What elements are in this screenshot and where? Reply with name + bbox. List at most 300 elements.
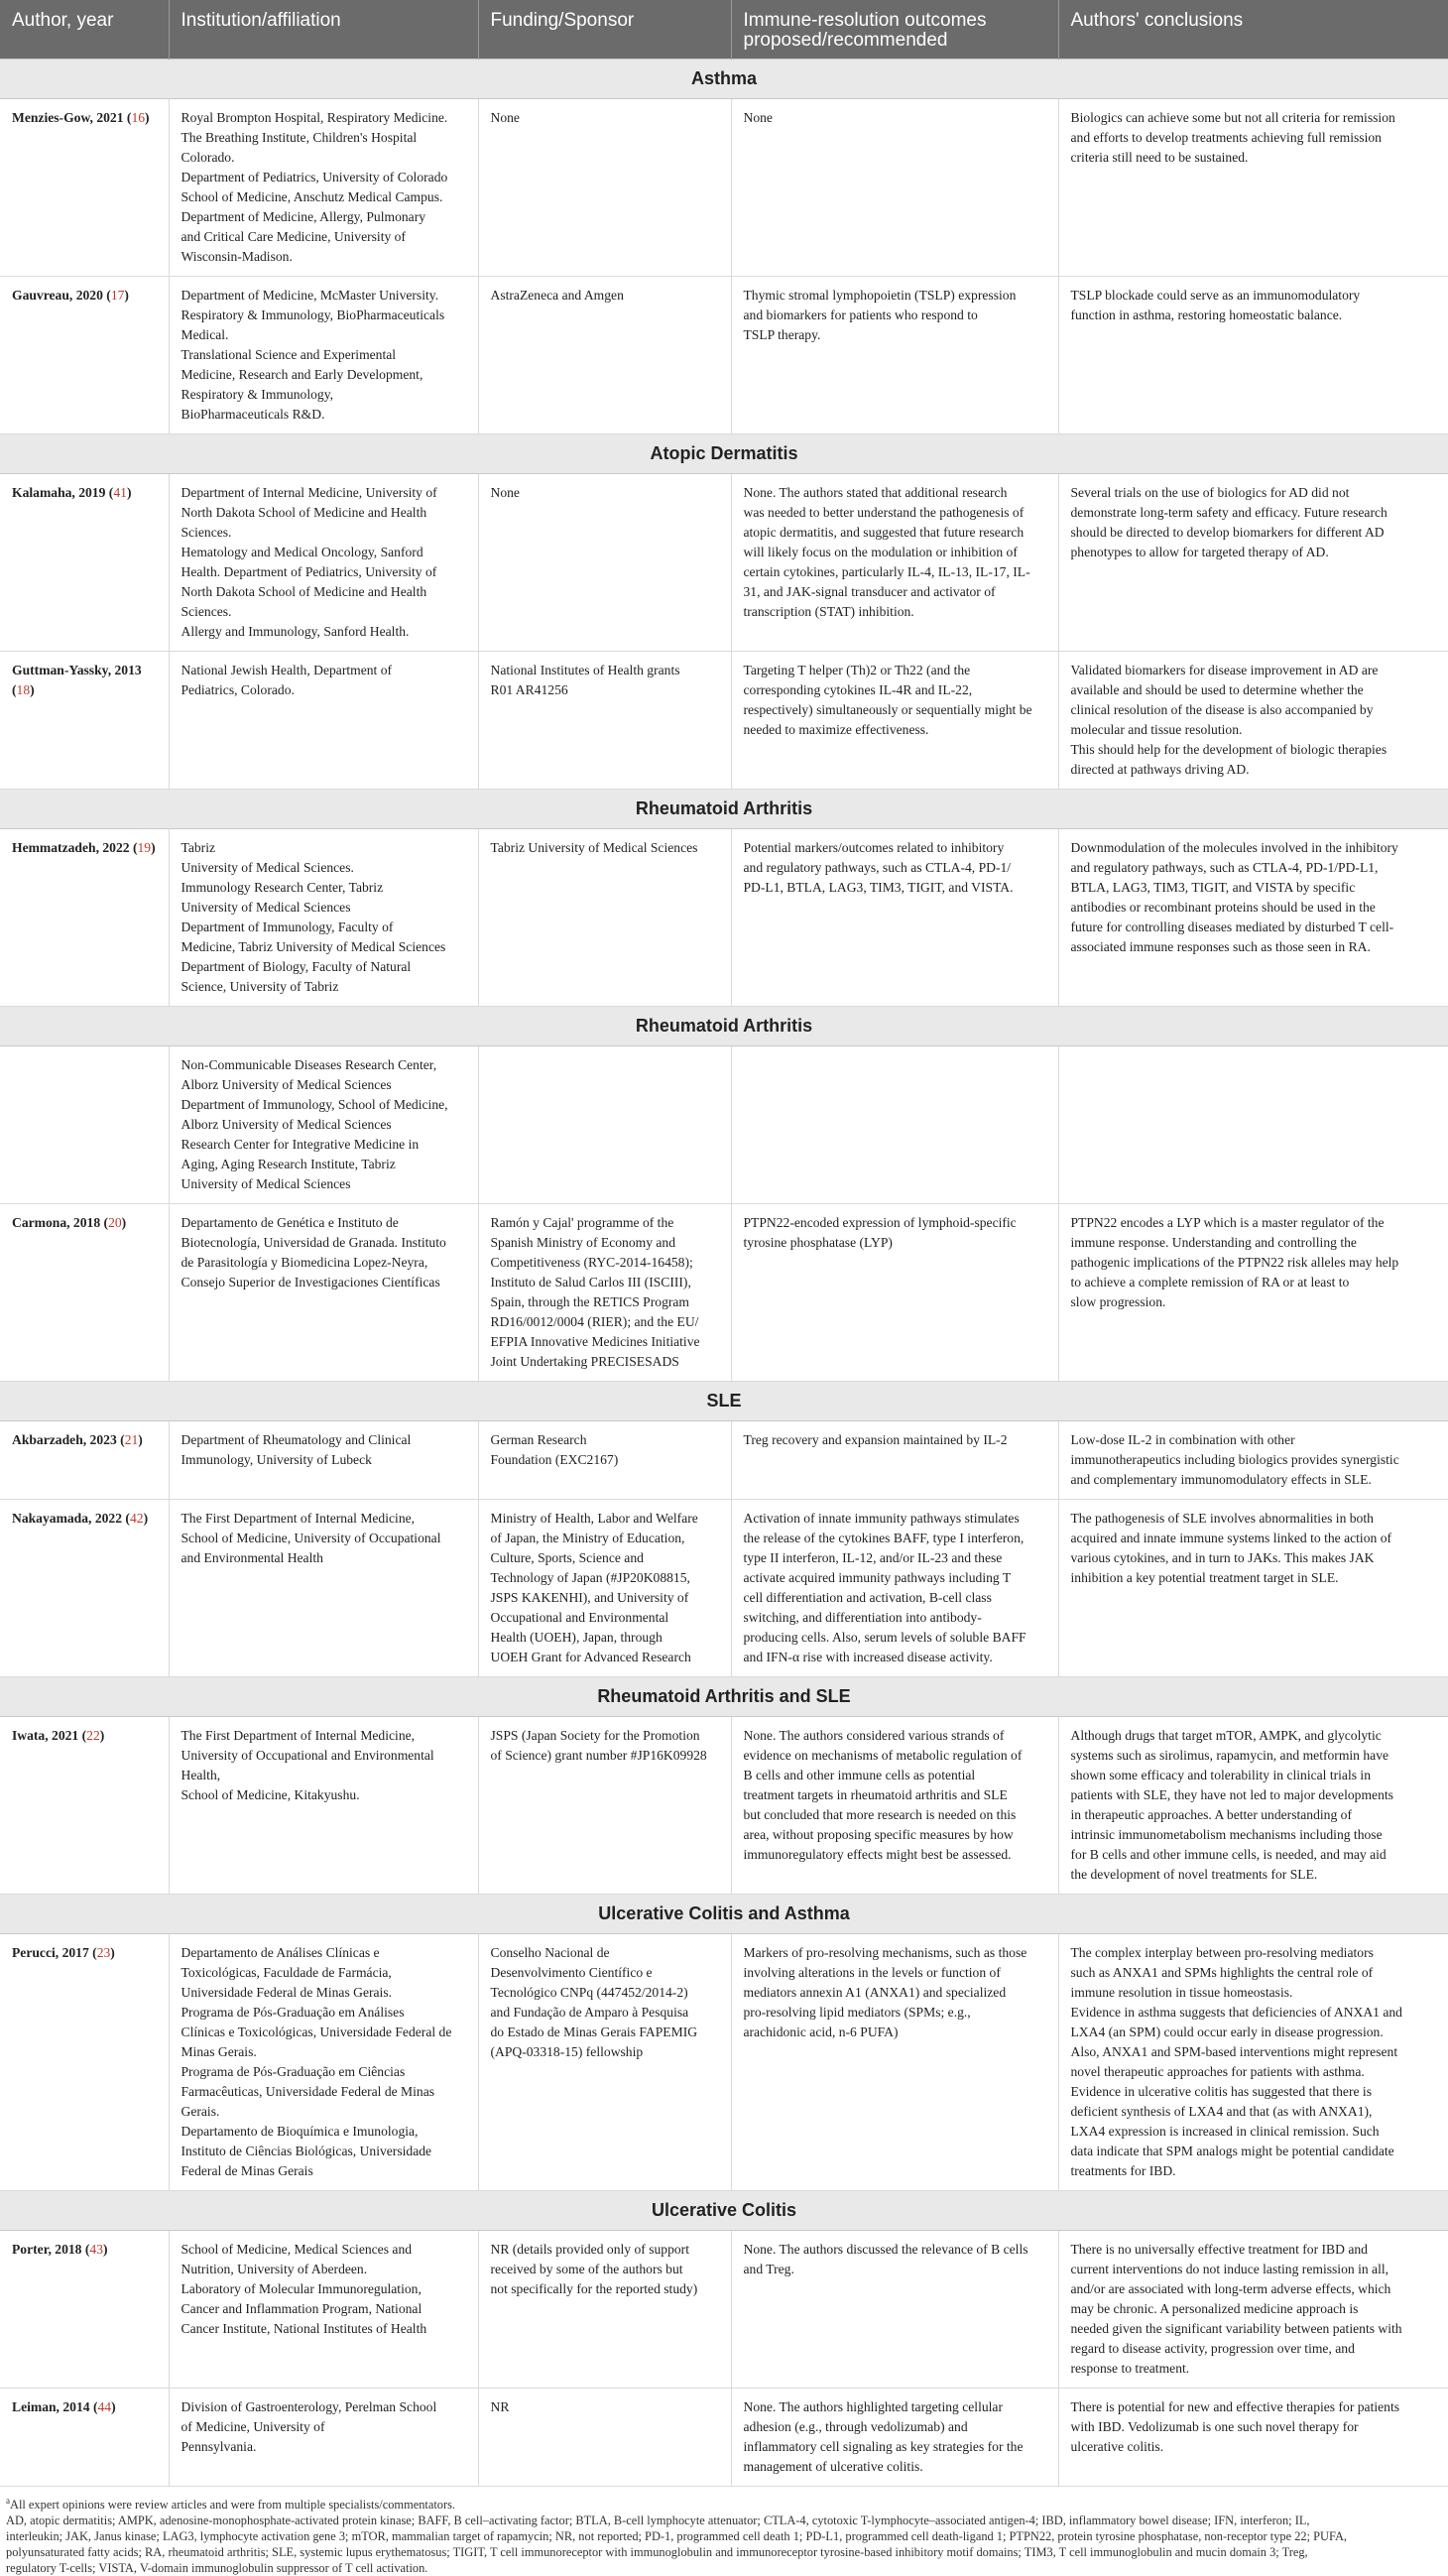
text-line: Universidade Federal de Minas Gerais. [181, 1985, 393, 2000]
text-line: EFPIA Innovative Medicines Initiative [490, 1334, 700, 1349]
text-line: Spanish Ministry of Economy and [490, 1235, 676, 1250]
text-line: Desenvolvimento Científico e [490, 1965, 653, 1980]
text-line: Cancer Institute, National Institutes of Health [181, 2321, 427, 2336]
outcomes-cell [731, 652, 1058, 790]
text-line: BioPharmaceuticals R&D. [181, 407, 325, 422]
institution-cell [169, 2389, 478, 2487]
text-line: ulcerative colitis. [1070, 2439, 1164, 2454]
text-line: the release of the cytokines BAFF, type I interferon, [743, 1531, 1025, 1545]
header-conclusions: Authors' conclusions [1058, 0, 1448, 60]
table-row [0, 1934, 1448, 2191]
header-author: Author, year [0, 0, 169, 60]
text-line: future for controlling diseases mediated by disturbed T cell- [1070, 920, 1394, 934]
text-line: Tabriz University of Medical Sciences [490, 840, 698, 855]
text-line: and Critical Care Medicine, University of [181, 229, 406, 244]
conclusions-cell [1058, 1717, 1448, 1895]
table-row [0, 277, 1448, 434]
text-line: treatments for IBD. [1070, 2163, 1176, 2178]
text-line: of Science) grant number #JP16K09928 [490, 1748, 707, 1763]
text-line: Foundation (EXC2167) [490, 1452, 619, 1467]
author-cell: Kalamaha, 2019 (41) [0, 474, 169, 652]
text-line: evidence on mechanisms of metabolic regulation of [743, 1748, 1023, 1763]
text-line: cell differentiation and activation, B-cell class [743, 1590, 992, 1605]
section-rheumatoid-arthritis: Rheumatoid Arthritis [0, 790, 1448, 829]
text-line: Respiratory & Immunology, BioPharmaceuticals [181, 307, 445, 322]
author-cell: Carmona, 2018 (20) [0, 1204, 169, 1382]
text-line: criteria still need to be sustained. [1070, 150, 1249, 165]
text-line: PTPN22 encodes a LYP which is a master regulator of the [1070, 1215, 1385, 1230]
text-line: pro-resolving lipid mediators (SPMs; e.g., [743, 2005, 971, 2020]
text-line: NR (details provided only of support [490, 2242, 689, 2257]
text-line: The complex interplay between pro-resolving mediators [1070, 1945, 1374, 1960]
reference-link[interactable]: 18 [16, 682, 31, 697]
text-line: and Fundação de Amparo à Pesquisa [490, 2005, 689, 2020]
text-line: Culture, Sports, Science and [490, 1550, 644, 1565]
text-line: Thymic stromal lymphopoietin (TSLP) expression [743, 288, 1017, 303]
text-line: such as ANXA1 and SPMs highlights the central role of [1070, 1965, 1374, 1980]
text-line: molecular and tissue resolution. [1070, 722, 1243, 737]
text-line: JSPS (Japan Society for the Promotion [490, 1728, 700, 1743]
text-line: There is no universally effective treatment for IBD and [1070, 2242, 1368, 2257]
funding-cell [478, 1046, 731, 1204]
funding-cell [478, 652, 731, 790]
text-line: Instituto de Ciências Biológicas, Universidade [181, 2144, 432, 2158]
text-line: National Institutes of Health grants [490, 663, 680, 677]
table-row [0, 1046, 1448, 1204]
text-line: systems such as sirolimus, rapamycin, and metformin have [1070, 1748, 1389, 1763]
table-row [0, 1421, 1448, 1500]
text-line: clinical resolution of the disease is also accompanied by [1070, 702, 1374, 717]
section-atopic-dermatitis: Atopic Dermatitis [0, 434, 1448, 474]
outcomes-cell [731, 1934, 1058, 2191]
outcomes-cell [731, 99, 1058, 277]
text-line: antibodies or recombinant proteins should be used in the [1070, 900, 1376, 915]
author-cell: Nakayamada, 2022 (42) [0, 1500, 169, 1677]
text-line: and Treg. [743, 2262, 794, 2276]
header-outcomes: Immune-resolution outcomes proposed/recommended [731, 0, 1058, 60]
text-line: mediators annexin A1 (ANXA1) and specialized [743, 1985, 1007, 2000]
author-cell [0, 1046, 169, 1204]
text-line: transcription (STAT) inhibition. [743, 604, 914, 619]
author-cell: Porter, 2018 (43) [0, 2231, 169, 2389]
text-line: Programa de Pós-Graduação em Análises [181, 2005, 405, 2020]
text-line: may be chronic. A personalized medicine approach is [1070, 2301, 1359, 2316]
text-line: Evidence in asthma suggests that deficiencies of ANXA1 and [1070, 2005, 1402, 2020]
text-line: Immunology, University of Lubeck [181, 1452, 372, 1467]
outcomes-cell [731, 474, 1058, 652]
text-line: Although drugs that target mTOR, AMPK, and glycolytic [1070, 1728, 1382, 1743]
text-line: slow progression. [1070, 1294, 1166, 1309]
text-line: North Dakota School of Medicine and Health [181, 505, 427, 520]
section-row [0, 1007, 1448, 1046]
text-line: Medicine, Tabriz University of Medical Sciences [181, 939, 446, 954]
section-row [0, 60, 1448, 99]
text-line: Spain, through the RETICS Program [490, 1294, 689, 1309]
section-row [0, 2191, 1448, 2231]
text-line: Ministry of Health, Labor and Welfare [490, 1511, 698, 1526]
text-line: This should help for the development of biologic therapies [1070, 742, 1388, 757]
text-line: with IBD. Vedolizumab is one such novel therapy for [1070, 2419, 1359, 2434]
funding-cell [478, 829, 731, 1007]
text-line: Biotecnología, Universidad de Granada. Instituto [181, 1235, 446, 1250]
text-line: producing cells. Also, serum levels of soluble BAFF [743, 1630, 1026, 1645]
text-line: treatment targets in rheumatoid arthritis and SLE [743, 1787, 1008, 1802]
reference-link[interactable]: 21 [124, 1432, 139, 1447]
section-row [0, 1677, 1448, 1717]
text-line: inflammatory cell signaling as key strategies for the [743, 2439, 1024, 2454]
institution-cell [169, 1204, 478, 1382]
institution-cell [169, 652, 478, 790]
outcomes-cell [731, 2389, 1058, 2487]
text-line: available and should be used to determine whether the [1070, 682, 1364, 697]
section-sle: SLE [0, 1382, 1448, 1421]
section-row [0, 1895, 1448, 1934]
text-line: The pathogenesis of SLE involves abnormalities in both [1070, 1511, 1374, 1526]
text-line: Pennsylvania. [181, 2439, 257, 2454]
text-line: Joint Undertaking PRECISESADS [490, 1354, 679, 1369]
text-line: Federal de Minas Gerais [181, 2163, 313, 2178]
text-line: Translational Science and Experimental [181, 347, 397, 362]
reference-link[interactable]: 23 [96, 1945, 111, 1960]
text-line: AD, atopic dermatitis; AMPK, adenosine-monophosphate-activated protein kinase; BAFF, B cell–activating factor; BTLA, B-cell lymphocyte attenuator; CTLA-4, cytotoxic T-lymphocyte–associated antigen-4; IBD, inflammatory bowel disease; IFN, interferon; IL, [6, 2514, 1310, 2528]
text-line: switching, and differentiation into antibody- [743, 1610, 982, 1625]
conclusions-cell [1058, 1934, 1448, 2191]
text-line: The First Department of Internal Medicine, [181, 1511, 416, 1526]
text-line: respectively) simultaneously or sequentially might be [743, 702, 1032, 717]
funding-cell [478, 99, 731, 277]
text-line: University of Medical Sciences [181, 1176, 351, 1191]
text-line: 31, and JAK-signal transducer and activator of [743, 584, 996, 599]
text-line: needed given the significant variability between patients with [1070, 2321, 1402, 2336]
text-line: B cells and other immune cells as potential [743, 1768, 976, 1782]
text-line: Royal Brompton Hospital, Respiratory Medicine. [181, 110, 448, 125]
reference-link[interactable]: 17 [110, 288, 125, 303]
text-line: Health. Department of Pediatrics, University of [181, 564, 437, 579]
table-row [0, 2389, 1448, 2487]
section-ulcerative-colitis: Ulcerative Colitis [0, 2191, 1448, 2231]
reference-link[interactable]: 43 [89, 2242, 103, 2257]
text-line: inhibition a key potential treatment target in SLE. [1070, 1570, 1339, 1585]
funding-cell [478, 1421, 731, 1500]
text-line: management of ulcerative colitis. [743, 2459, 923, 2474]
institution-cell [169, 1421, 478, 1500]
conclusions-cell [1058, 277, 1448, 434]
text-line: immunotherapeutics including biologics provides synergistic [1070, 1452, 1399, 1467]
author-cell: Menzies-Gow, 2021 (16) [0, 99, 169, 277]
text-line: Treg recovery and expansion maintained by IL-2 [743, 1432, 1008, 1447]
text-line: demonstrate long-term safety and efficacy. Future research [1070, 505, 1388, 520]
text-line: TSLP therapy. [743, 327, 821, 342]
text-line: Conselho Nacional de [490, 1945, 610, 1960]
text-line: Non-Communicable Diseases Research Center, [181, 1057, 437, 1072]
text-line: UOEH Grant for Advanced Research [490, 1650, 691, 1664]
text-line: Aging, Aging Research Institute, Tabriz [181, 1157, 396, 1171]
text-line: None [490, 485, 520, 500]
text-line: immune resolution in tissue homeostasis. [1070, 1985, 1293, 2000]
text-line: The First Department of Internal Medicine, [181, 1728, 416, 1743]
section-row [0, 434, 1448, 474]
text-line: intrinsic immunometabolism mechanisms including those [1070, 1827, 1383, 1842]
text-line: National Jewish Health, Department of [181, 663, 393, 677]
outcomes-cell [731, 1500, 1058, 1677]
outcomes-cell [731, 829, 1058, 1007]
text-line: and regulatory pathways, such as CTLA-4, PD-1/PD-L1, [1070, 860, 1379, 875]
text-line: was needed to better understand the pathogenesis of [743, 505, 1025, 520]
outcomes-cell [731, 1204, 1058, 1382]
table-header-row [0, 0, 1448, 60]
text-line: German Research [490, 1432, 587, 1447]
text-line: adhesion (e.g., through vedolizumab) and [743, 2419, 968, 2434]
text-line: Ramón y Cajal' programme of the [490, 1215, 674, 1230]
footnote-marker: a [6, 2496, 10, 2506]
text-line: Alborz University of Medical Sciences [181, 1117, 392, 1132]
conclusions-cell [1058, 2231, 1448, 2389]
text-line: Department of Rheumatology and Clinical [181, 1432, 412, 1447]
table-row [0, 1500, 1448, 1677]
text-line: Also, ANXA1 and SPM-based interventions might represent [1070, 2044, 1398, 2059]
text-line: of Medicine, University of [181, 2419, 325, 2434]
text-line: immunoregulatory effects might best be assessed. [743, 1847, 1012, 1862]
text-line: Health (UOEH), Japan, through [490, 1630, 663, 1645]
author-cell: Iwata, 2021 (22) [0, 1717, 169, 1895]
text-line: do Estado de Minas Gerais FAPEMIG [490, 2024, 698, 2039]
text-line: for B cells and other immune cells, is needed, and may aid [1070, 1847, 1387, 1862]
funding-cell [478, 2389, 731, 2487]
funding-cell [478, 1204, 731, 1382]
text-line: None. The authors highlighted targeting cellular [743, 2399, 1003, 2414]
footnote-note: $^a$All expert opinions were review articles and were from multiple specialists/commentators. [6, 2496, 456, 2513]
text-line: in therapeutic approaches. A better understanding of [1070, 1807, 1352, 1822]
text-line: and IFN-α rise with increased disease activity. [743, 1650, 993, 1664]
text-line: Respiratory & Immunology, [181, 387, 334, 402]
text-line: Tecnológico CNPq (447452/2014-2) [490, 1985, 688, 2000]
reference-link[interactable]: 20 [108, 1215, 122, 1230]
text-line: activate acquired immunity pathways including T [743, 1570, 1012, 1585]
funding-cell [478, 2231, 731, 2389]
text-line: interleukin; JAK, Janus kinase; LAG3, lymphocyte activation gene 3; mTOR, mammalian target of rapamycin; NR, not reported; PD-1, programmed cell death 1; PD-L1, programmed cell death-ligand 1; PTPN22, protein tyrosine phosphatase, non-receptor type 22; PUFA, [6, 2529, 1347, 2544]
text-line: immune response. Understanding and controlling the [1070, 1235, 1357, 1250]
text-line: Toxicológicas, Faculdade de Farmácia, [181, 1965, 392, 1980]
conclusions-cell [1058, 652, 1448, 790]
section-row [0, 1382, 1448, 1421]
author-cell: Gauvreau, 2020 (17) [0, 277, 169, 434]
text-line: None. The authors considered various strands of [743, 1728, 1005, 1743]
text-line: University of Medical Sciences [181, 900, 351, 915]
table-row [0, 829, 1448, 1007]
text-line: regard to disease activity, progression over time, and [1070, 2341, 1355, 2356]
text-line: There is potential for new and effective therapies for patients [1070, 2399, 1400, 2414]
conclusions-cell [1058, 2389, 1448, 2487]
text-line: and biomarkers for patients who respond to [743, 307, 978, 322]
text-line: various cytokines, and in turn to JAKs. This makes JAK [1070, 1550, 1375, 1565]
text-line: Immunology Research Center, Tabriz [181, 880, 384, 895]
text-line: Minas Gerais. [181, 2044, 257, 2059]
footnote-abbreviations [6, 2513, 1440, 2576]
text-line: and Environmental Health [181, 1550, 323, 1565]
text-line: involving alterations in the levels or function of [743, 1965, 1001, 1980]
text-line: current interventions do not induce lasting remission in all, [1070, 2262, 1389, 2276]
conclusions-cell [1058, 829, 1448, 1007]
text-line: acquired and innate immune systems linked to the action of [1070, 1531, 1392, 1545]
text-line: not specifically for the reported study) [490, 2281, 698, 2296]
text-line: R01 AR41256 [490, 682, 568, 697]
text-line: should be directed to develop biomarkers for different AD [1070, 525, 1385, 540]
reference-link[interactable]: 42 [129, 1511, 144, 1526]
text-line: Department of Medicine, McMaster University. [181, 288, 439, 303]
text-line: Colorado. [181, 150, 235, 165]
text-line: Cancer and Inflammation Program, National [181, 2301, 422, 2316]
text-line: Sciences. [181, 525, 232, 540]
text-line: the development of novel treatments for SLE. [1070, 1867, 1318, 1882]
text-line: Health, [181, 1768, 221, 1782]
text-line: de Parasitología y Biomedicina Lopez-Neyra, [181, 1255, 428, 1270]
author-cell: Hemmatzadeh, 2022 (19) [0, 829, 169, 1007]
table-row [0, 2231, 1448, 2389]
text-line: None [743, 110, 773, 125]
text-line: Science, University of Tabriz [181, 979, 339, 994]
text-line: Medical. [181, 327, 229, 342]
text-line: certain cytokines, particularly IL-4, IL-13, IL-17, IL- [743, 564, 1030, 579]
institution-cell [169, 1046, 478, 1204]
header-funding: Funding/Sponsor [478, 0, 731, 60]
text-line: to achieve a complete remission of RA or at least to [1070, 1275, 1350, 1289]
text-line: Low-dose IL-2 in combination with other [1070, 1432, 1295, 1447]
text-line: Clínicas e Toxicológicas, Universidade Federal de [181, 2024, 452, 2039]
text-line: atopic dermatitis, and suggested that future research [743, 525, 1025, 540]
table-row [0, 99, 1448, 277]
text-line: School of Medicine, Anschutz Medical Campus. [181, 189, 443, 204]
text-line: Division of Gastroenterology, Perelman School [181, 2399, 437, 2414]
text-line: Sciences. [181, 604, 232, 619]
text-line: and/or are associated with long-term adverse effects, which [1070, 2281, 1391, 2296]
text-line: regulatory T-cells; VISTA, V-domain immunoglobulin suppressor of T cell activation. [6, 2561, 428, 2576]
text-line: JSPS KAKENHI), and University of [490, 1590, 689, 1605]
text-line: NR [490, 2399, 510, 2414]
text-line: needed to maximize effectiveness. [743, 722, 929, 737]
section-asthma: Asthma [0, 60, 1448, 99]
table-row [0, 474, 1448, 652]
text-line: LXA4 (an SPM) could occur early in disease progression. [1070, 2024, 1384, 2039]
text-line: Departamento de Análises Clínicas e [181, 1945, 380, 1960]
outcomes-cell [731, 2231, 1058, 2389]
section-row [0, 790, 1448, 829]
text-line: Medicine, Research and Early Development, [181, 367, 423, 382]
text-line: and complementary immunomodulatory effects in SLE. [1070, 1472, 1372, 1487]
funding-cell [478, 1717, 731, 1895]
conclusions-cell [1058, 1204, 1448, 1382]
section-uc-and-asthma: Ulcerative Colitis and Asthma [0, 1895, 1448, 1934]
conclusions-cell [1058, 1046, 1448, 1204]
text-line: Evidence in ulcerative colitis has suggested that there is [1070, 2084, 1372, 2099]
text-line: and regulatory pathways, such as CTLA-4, PD-1/ [743, 860, 1012, 875]
text-line: Farmacêuticas, Universidade Federal de Minas [181, 2084, 435, 2099]
text-line: Departamento de Bioquímica e Imunologia, [181, 2124, 419, 2139]
text-line: and efforts to develop treatments achieving full remission [1070, 130, 1382, 145]
institution-cell [169, 99, 478, 277]
text-line: Tabriz [181, 840, 216, 855]
text-line: Gerais. [181, 2104, 220, 2119]
text-line: PTPN22-encoded expression of lymphoid-specific [743, 1215, 1017, 1230]
text-line: TSLP blockade could serve as an immunomodulatory [1070, 288, 1361, 303]
text-line: shown some efficacy and tolerability in clinical trials in [1070, 1768, 1372, 1782]
text-line: Validated biomarkers for disease improvement in AD are [1070, 663, 1379, 677]
text-line: None [490, 110, 520, 125]
outcomes-cell [731, 277, 1058, 434]
text-line: Potential markers/outcomes related to inhibitory [743, 840, 1005, 855]
reference-link[interactable]: 41 [113, 485, 127, 500]
text-line: Activation of innate immunity pathways stimulates [743, 1511, 1020, 1526]
reference-link[interactable]: 44 [97, 2399, 112, 2414]
conclusions-cell [1058, 474, 1448, 652]
institution-cell [169, 2231, 478, 2389]
text-line: Competitiveness (RYC-2014-16458); [490, 1255, 693, 1270]
text-line: PD-L1, BTLA, LAG3, TIM3, TIGIT, and VISTA. [743, 880, 1014, 895]
funding-cell [478, 474, 731, 652]
table-footnotes [0, 2487, 1448, 2576]
text-line: Instituto de Salud Carlos III (ISCIII), [490, 1275, 691, 1289]
text-line: Occupational and Environmental [490, 1610, 669, 1625]
table-row [0, 1204, 1448, 1382]
text-line: data indicate that SPM analogs might be potential candidate [1070, 2144, 1394, 2158]
section-rheumatoid-arthritis-continued: Rheumatoid Arthritis [0, 1007, 1448, 1046]
text-line: function in asthma, restoring homeostatic balance. [1070, 307, 1343, 322]
text-line: Departamento de Genética e Instituto de [181, 1215, 399, 1230]
table-row [0, 652, 1448, 790]
text-line: of Japan, the Ministry of Education, [490, 1531, 685, 1545]
text-line: received by some of the authors but [490, 2262, 683, 2276]
text-line: Alborz University of Medical Sciences [181, 1077, 392, 1092]
institution-cell [169, 277, 478, 434]
text-line: Nutrition, University of Aberdeen. [181, 2262, 368, 2276]
text-line: directed at pathways driving AD. [1070, 762, 1250, 777]
text-line: University of Occupational and Environmental [181, 1748, 434, 1763]
text-line: BTLA, LAG3, TIM3, TIGIT, and VISTA by specific [1070, 880, 1356, 895]
reference-link[interactable]: 19 [137, 840, 152, 855]
text-line: North Dakota School of Medicine and Health [181, 584, 427, 599]
conclusions-cell [1058, 99, 1448, 277]
text-line: response to treatment. [1070, 2361, 1190, 2376]
text-line: Wisconsin-Madison. [181, 249, 293, 264]
text-line: pathogenic implications of the PTPN22 risk alleles may help [1070, 1255, 1399, 1270]
section-ra-and-sle: Rheumatoid Arthritis and SLE [0, 1677, 1448, 1717]
reference-link[interactable]: 22 [86, 1728, 100, 1743]
institution-cell [169, 1500, 478, 1677]
text-line: but concluded that more research is needed on this [743, 1807, 1017, 1822]
text-line: patients with SLE, they have not led to major developments [1070, 1787, 1393, 1802]
text-line: corresponding cytokines IL-4R and IL-22, [743, 682, 973, 697]
text-line: Consejo Superior de Investigaciones Científicas [181, 1275, 440, 1289]
text-line: type II interferon, IL-12, and/or IL-23 and these [743, 1550, 1003, 1565]
text-line: RD16/0012/0004 (RIER); and the EU/ [490, 1314, 699, 1329]
text-line: School of Medicine, Kitakyushu. [181, 1787, 360, 1802]
reference-link[interactable]: 16 [131, 110, 146, 125]
text-line: tyrosine phosphatase (LYP) [743, 1235, 893, 1250]
text-line: arachidonic acid, n-6 PUFA) [743, 2024, 899, 2039]
text-line: area, without proposing specific measures by how [743, 1827, 1014, 1842]
text-line: Department of Immunology, Faculty of [181, 920, 394, 934]
text-line: Research Center for Integrative Medicine in [181, 1137, 420, 1152]
text-line: Department of Internal Medicine, University of [181, 485, 437, 500]
text-line: Department of Medicine, Allergy, Pulmonary [181, 209, 426, 224]
text-line: deficient synthesis of LXA4 and that (as with ANXA1), [1070, 2104, 1373, 2119]
text-line: University of Medical Sciences. [181, 860, 354, 875]
outcomes-cell [731, 1717, 1058, 1895]
text-line: Technology of Japan (#JP20K08815, [490, 1570, 690, 1585]
text-line: Biologics can achieve some but not all criteria for remission [1070, 110, 1395, 125]
author-cell: Akbarzadeh, 2023 (21) [0, 1421, 169, 1500]
text-line: polyunsaturated fatty acids; RA, rheumatoid arthritis; SLE, systemic lupus erythematosus; TIGIT, T cell immunoreceptor with immunoglobulin and immunoreceptor tyrosine-based inhibitory motif domains; TIM3, T cell immunoglobulin and mucin domain 3; Treg, [6, 2545, 1308, 2560]
outcomes-cell [731, 1421, 1058, 1500]
